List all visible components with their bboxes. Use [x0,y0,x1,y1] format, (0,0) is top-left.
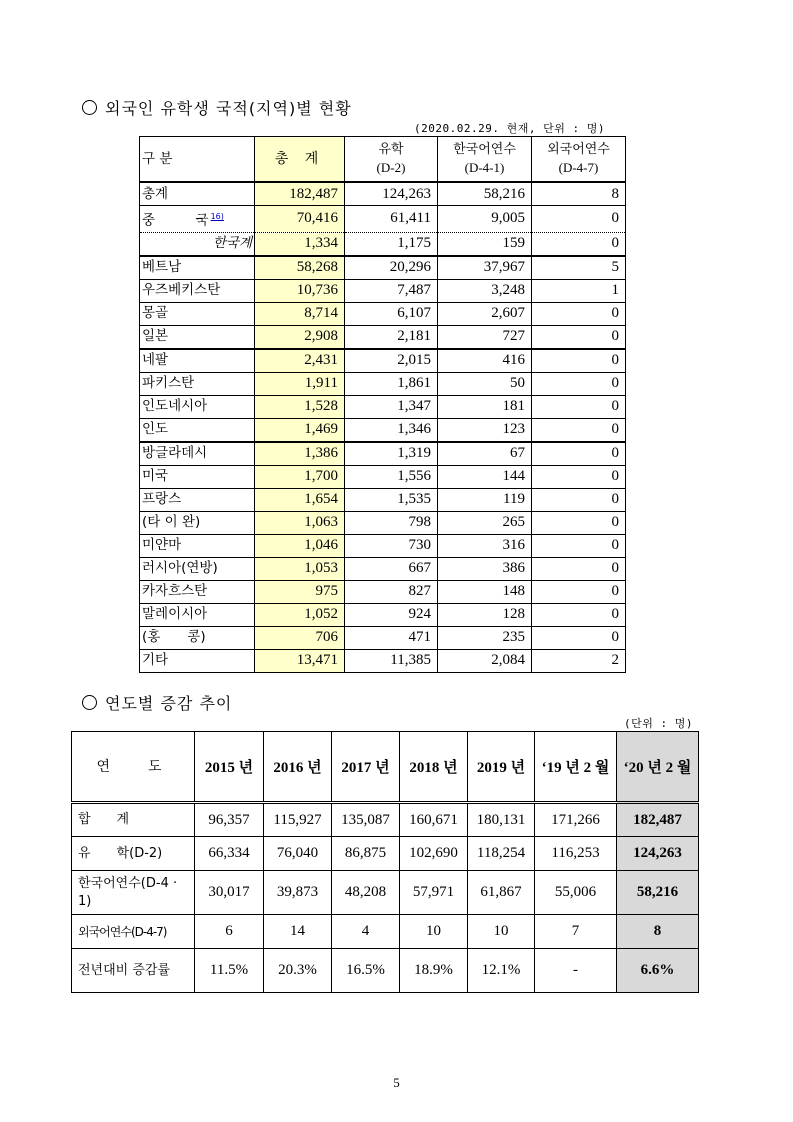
d2-value: 1,861 [345,372,438,395]
header-d41: 한국어연수 (D-4-1) [438,137,532,183]
table-row [140,302,626,325]
total-value: 10,736 [255,279,345,302]
d41-value: 2,084 [438,649,532,672]
row-label: 일본 [140,325,255,349]
cell-value: 135,087 [332,803,400,837]
d2-value: 1,347 [345,395,438,418]
table-row [140,325,626,349]
d2-value: 1,175 [345,232,438,256]
table-row [140,442,626,466]
total-value: 2,431 [255,349,345,373]
cell-value: 115,927 [264,803,332,837]
d47-value: 5 [532,256,626,280]
total-value: 1,063 [255,511,345,534]
cell-value: 11.5% [195,949,264,993]
section1-unit-note: (2020.02.29. 현재, 단위 : 명) [414,122,605,135]
cell-value: 10 [468,915,535,949]
total-value: 975 [255,580,345,603]
table-row [140,279,626,302]
total-value: 182,487 [255,182,345,206]
cell-value: 86,875 [332,837,400,871]
d41-value: 386 [438,557,532,580]
row-label: 우즈베키스탄 [140,279,255,302]
cell-value: 30,017 [195,871,264,915]
d2-value: 730 [345,534,438,557]
row-label: 미국 [140,465,255,488]
cell-value: 39,873 [264,871,332,915]
row-label: 중 국 $^{16)}$ [140,206,255,233]
d2-value: 124,263 [345,182,438,206]
header-year: 연 도 [72,732,195,803]
table-row [140,626,626,649]
d41-value: 727 [438,325,532,349]
nationality-table [139,136,626,673]
total-value: 1,654 [255,488,345,511]
table-row [72,871,699,915]
row-label: 인도 [140,418,255,442]
cell-value: 180,131 [468,803,535,837]
d47-value: 8 [532,182,626,206]
total-value: 2,908 [255,325,345,349]
total-value: 1,046 [255,534,345,557]
total-value: 706 [255,626,345,649]
d41-value: 181 [438,395,532,418]
section2-unit-note: (단위 : 명) [624,717,693,730]
d41-value: 3,248 [438,279,532,302]
row-label: 카자흐스탄 [140,580,255,603]
row-label: 유 학(D-2) [72,837,195,871]
d41-value: 144 [438,465,532,488]
cell-value: 55,006 [535,871,617,915]
table-row [140,534,626,557]
total-value: 1,053 [255,557,345,580]
cell-value: 102,690 [400,837,468,871]
d47-value: 0 [532,349,626,373]
d47-value: 0 [532,206,626,233]
table-row [72,803,699,837]
d41-value: 119 [438,488,532,511]
section1-title: 외국인 유학생 국적(지역)별 현황 [82,96,352,119]
total-value: 1,386 [255,442,345,466]
d47-value: 0 [532,603,626,626]
cell-value: 171,266 [535,803,617,837]
total-value: 1,469 [255,418,345,442]
cell-value: 48,208 [332,871,400,915]
d2-value: 2,015 [345,349,438,373]
header-feb-2020: ‘20 년 2 월 [617,732,699,803]
row-label: 네팔 [140,349,255,373]
d2-value: 2,181 [345,325,438,349]
d41-value: 2,607 [438,302,532,325]
cell-value: 18.9% [400,949,468,993]
cell-value: 118,254 [468,837,535,871]
d41-value: 159 [438,232,532,256]
cell-value: 14 [264,915,332,949]
header-category: 구 분 [140,137,255,183]
d47-value: 0 [532,302,626,325]
header-total: 총 계 [255,137,345,183]
d2-value: 11,385 [345,649,438,672]
d41-value: 235 [438,626,532,649]
cell-value: 6.6% [617,949,699,993]
total-value: 1,052 [255,603,345,626]
d41-value: 9,005 [438,206,532,233]
d2-value: 667 [345,557,438,580]
d41-value: 67 [438,442,532,466]
d47-value: 0 [532,418,626,442]
section2-title: 연도별 증감 추이 [82,691,232,714]
table-row [140,256,626,280]
row-label: 프랑스 [140,488,255,511]
footnote-link[interactable]: 16) [210,212,224,221]
d2-value: 6,107 [345,302,438,325]
total-value: 13,471 [255,649,345,672]
cell-value: 4 [332,915,400,949]
cell-value: 12.1% [468,949,535,993]
header-2017: 2017 년 [332,732,400,803]
header-d47: 외국어연수 (D-4-7) [532,137,626,183]
d41-value: 128 [438,603,532,626]
d2-value: 1,556 [345,465,438,488]
cell-value: 10 [400,915,468,949]
total-value: 58,268 [255,256,345,280]
d41-value: 148 [438,580,532,603]
table-row [140,511,626,534]
d2-value: 7,487 [345,279,438,302]
d47-value: 0 [532,580,626,603]
d2-value: 924 [345,603,438,626]
d2-value: 1,319 [345,442,438,466]
cell-value: 16.5% [332,949,400,993]
cell-value: 116,253 [535,837,617,871]
table-row [140,603,626,626]
row-label: 인도네시아 [140,395,255,418]
d47-value: 0 [532,511,626,534]
header-feb-2019: ‘19 년 2 월 [535,732,617,803]
d47-value: 0 [532,626,626,649]
cell-value: 66,334 [195,837,264,871]
d2-value: 61,411 [345,206,438,233]
cell-value: 182,487 [617,803,699,837]
d41-value: 37,967 [438,256,532,280]
row-label: 기타 [140,649,255,672]
cell-value: 160,671 [400,803,468,837]
total-value: 1,700 [255,465,345,488]
table-row [140,418,626,442]
table-row [140,488,626,511]
table-row [72,915,699,949]
table-row [140,580,626,603]
row-label: 말레이시아 [140,603,255,626]
row-label: 베트남 [140,256,255,280]
row-label: (타 이 완) [140,511,255,534]
d2-value: 827 [345,580,438,603]
d47-value: 1 [532,279,626,302]
table-header-row [72,732,699,803]
total-value: 70,416 [255,206,345,233]
cell-value: 61,867 [468,871,535,915]
total-value: 1,528 [255,395,345,418]
header-2018: 2018 년 [400,732,468,803]
d2-value: 798 [345,511,438,534]
d47-value: 0 [532,534,626,557]
table-row [140,372,626,395]
d47-value: 0 [532,395,626,418]
row-label: 전년대비 증감률 [72,949,195,993]
row-label: 한국계 [140,232,255,256]
row-label: 총계 [140,182,255,206]
row-label: 한국어연수(D-4 · 1) [72,871,195,915]
header-2016: 2016 년 [264,732,332,803]
d2-value: 20,296 [345,256,438,280]
row-label: (홍 콩) [140,626,255,649]
table-row [140,182,626,206]
total-value: 1,911 [255,372,345,395]
cell-value: 6 [195,915,264,949]
d41-value: 123 [438,418,532,442]
cell-value: 96,357 [195,803,264,837]
d41-value: 316 [438,534,532,557]
d47-value: 2 [532,649,626,672]
d41-value: 265 [438,511,532,534]
d47-value: 0 [532,372,626,395]
d41-value: 58,216 [438,182,532,206]
table-row [140,465,626,488]
d2-value: 1,535 [345,488,438,511]
d47-value: 0 [532,232,626,256]
total-value: 8,714 [255,302,345,325]
cell-value: - [535,949,617,993]
table-header-row [140,137,626,183]
yearly-trend-table [71,731,699,993]
d47-value: 0 [532,325,626,349]
cell-value: 124,263 [617,837,699,871]
total-value: 1,334 [255,232,345,256]
header-2019: 2019 년 [468,732,535,803]
page-number: 5 [393,1075,400,1090]
cell-value: 76,040 [264,837,332,871]
cell-value: 7 [535,915,617,949]
table-row [140,649,626,672]
row-label: 몽골 [140,302,255,325]
row-label: 외국어연수(D-4-7) [72,915,195,949]
d47-value: 0 [532,557,626,580]
row-label: 러시아(연방) [140,557,255,580]
header-2015: 2015 년 [195,732,264,803]
d2-value: 1,346 [345,418,438,442]
row-label: 파키스탄 [140,372,255,395]
d47-value: 0 [532,488,626,511]
row-label: 방글라데시 [140,442,255,466]
cell-value: 20.3% [264,949,332,993]
table-row [72,837,699,871]
circle-bullet-icon [82,695,97,710]
d47-value: 0 [532,442,626,466]
row-label: 미얀마 [140,534,255,557]
cell-value: 58,216 [617,871,699,915]
table-row [140,206,626,233]
cell-value: 57,971 [400,871,468,915]
d41-value: 50 [438,372,532,395]
table-row [140,557,626,580]
d47-value: 0 [532,465,626,488]
table-row [140,349,626,373]
table-row [140,395,626,418]
row-label: 합 계 [72,803,195,837]
circle-bullet-icon [82,100,97,115]
table-row [72,949,699,993]
d2-value: 471 [345,626,438,649]
table-row [140,232,626,256]
header-d2: 유학 (D-2) [345,137,438,183]
d41-value: 416 [438,349,532,373]
cell-value: 8 [617,915,699,949]
